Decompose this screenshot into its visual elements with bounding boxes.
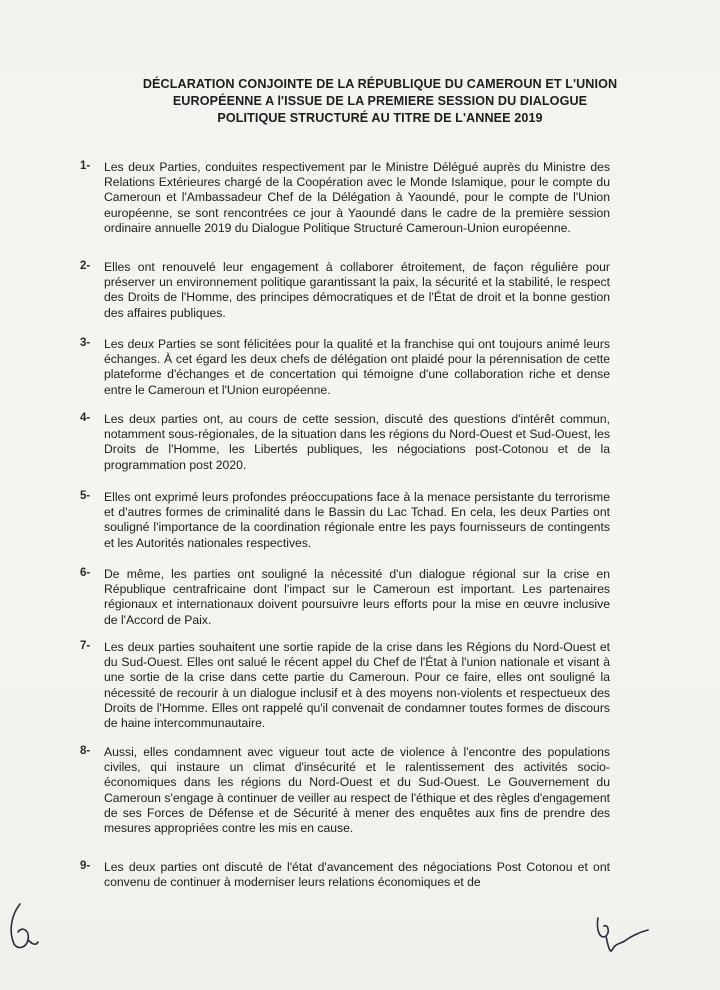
initials-signature-left-icon bbox=[6, 900, 40, 952]
paragraph-number: 9- bbox=[80, 860, 91, 872]
paragraph-text: Les deux parties souhaitent une sortie rapide de la crise dans les Régions du Nord-Ouest et du Sud-Ouest. Elles ont salué le récent appel du Chef de l'État à l'union nationale et visant à une sortie de la crise dans cette partie du Cameroun. Pour ce faire, elles ont souligné la nécessité de recourir à un dialogue inclusif et à des moyens non-violents et respectueux des Droits de l'Homme. Elles ont rappelé qu'il convenait de condamner toutes formes de discours de haine intercommunautaire. bbox=[104, 640, 610, 731]
paragraph-text: Les deux Parties se sont félicitées pour la qualité et la franchise qui ont toujours animé leurs échanges. À cet égard les deux chefs de délégation ont plaidé pour la pérennisation de cette plateforme d'échanges et de concertation qui témoigne d'une collaboration riche et dense entre le Cameroun et l'Union européenne. bbox=[104, 337, 610, 397]
paragraph-text: Les deux parties ont discuté de l'état d'avancement des négociations Post Cotonou et ont convenu de continuer à moderniser leurs relations économiques et de bbox=[104, 860, 610, 890]
initials-signature-right-icon bbox=[592, 910, 652, 958]
paragraph-number: 1- bbox=[80, 160, 91, 172]
paragraph-text: Les deux Parties, conduites respectivement par le Ministre Délégué auprès du Ministre des Relations Extérieures chargé de la Coopération avec le Monde Islamique, pour le compte du Cameroun et l'Ambassadeur Chef de la Délégation à Yaoundé, pour le compte de l'Union européenne, se sont rencontrées ce jour à Yaoundé dans le cadre de la première session ordinaire annuelle 2019 du Dialogue Politique Structuré Cameroun-Union européenne. bbox=[104, 160, 610, 235]
paragraph-text: Les deux parties ont, au cours de cette session, discuté des questions d'intérêt commun, notamment sous-régionales, de la situation dans les régions du Nord-Ouest et Sud-Ouest, les Droits de l'Homme, les Libertés publiques, les négociations post-Cotonou et de la programmation post 2020. bbox=[104, 412, 610, 472]
paragraph-number: 7- bbox=[80, 640, 91, 652]
paragraph-number: 2- bbox=[80, 260, 91, 272]
title-line-2: EUROPÉENNE A l'ISSUE DE LA PREMIERE SESSION DU DIALOGUE bbox=[172, 94, 588, 108]
paragraph-number: 8- bbox=[80, 745, 91, 757]
paragraph-number: 5- bbox=[80, 490, 91, 502]
document-title bbox=[100, 76, 660, 127]
title-line-3: POLITIQUE STRUCTURÉ AU TITRE DE L'ANNEE 2019 bbox=[217, 111, 543, 125]
paragraph-number: 6- bbox=[80, 567, 91, 579]
title-line-1: DÉCLARATION CONJOINTE DE LA RÉPUBLIQUE DU CAMEROUN ET L'UNION bbox=[142, 77, 618, 91]
paragraph-text: Elles ont exprimé leurs profondes préoccupations face à la menace persistante du terrorisme et d'autres formes de criminalité dans le Bassin du Lac Tchad. En cela, les deux Parties ont souligné l'importance de la coordination régionale entre les pays fournisseurs de contingents et les Autorités nationales respectives. bbox=[104, 490, 610, 550]
paragraph-number: 4- bbox=[80, 412, 91, 424]
paragraph-text: Elles ont renouvelé leur engagement à collaborer étroitement, de façon régulière pour préserver un environnement politique garantissant la paix, la sécurité et la stabilité, le respect des Droits de l'Homme, des principes démocratiques et de l'État de droit et la bonne gestion des affaires publiques. bbox=[104, 260, 610, 320]
paragraph-text: Aussi, elles condamnent avec vigueur tout acte de violence à l'encontre des populations civiles, qui instaure un climat d'insécurité et le ralentissement des activités socio-économiques dans les régions du Nord-Ouest et du Sud-Ouest. Le Gouvernement du Cameroun s'engage à continuer de veiller au respect de l'éthique et des règles d'engagement de ses Forces de Défense et de Sécurité à mener des enquêtes aux fins de prendre des mesures appropriées contre les mis en cause. bbox=[104, 745, 610, 836]
paragraph-number: 3- bbox=[80, 337, 91, 349]
paragraph-text: De même, les parties ont souligné la nécessité d'un dialogue régional sur la crise en République centrafricaine dont l'impact sur le Cameroun est important. Les partenaires régionaux et internationaux doivent poursuivre leurs efforts pour la mise en œuvre inclusive de l'Accord de Paix. bbox=[104, 567, 610, 627]
